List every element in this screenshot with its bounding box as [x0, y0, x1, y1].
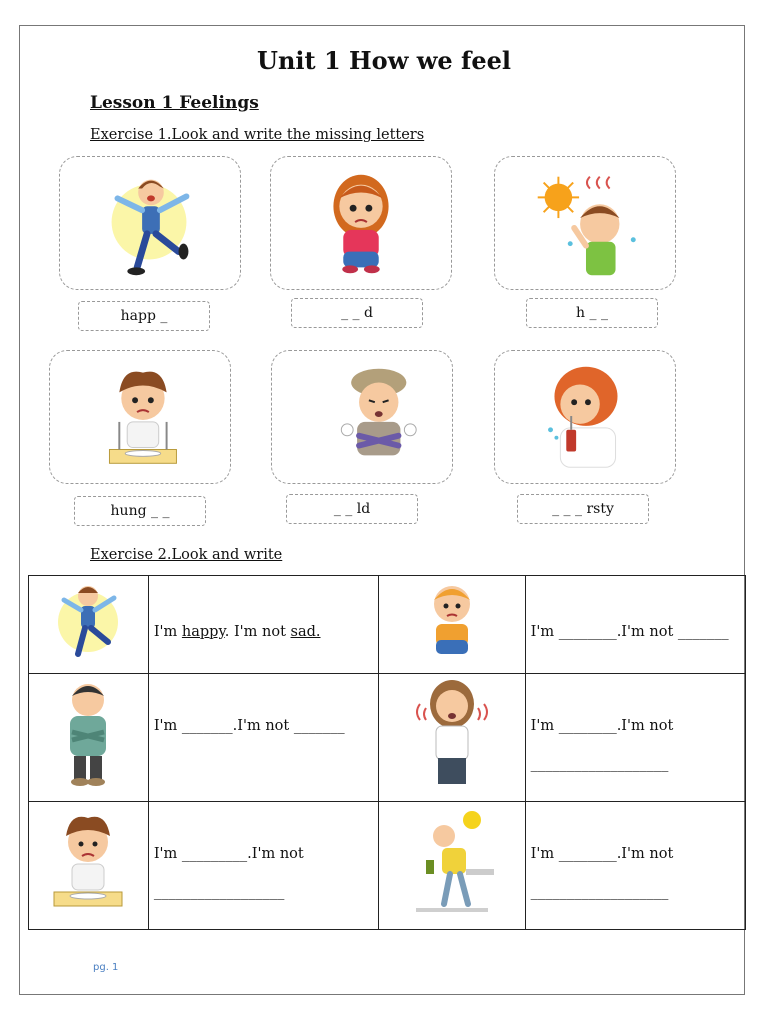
sentence-text: . I'm not: [224, 624, 291, 640]
answer-line: ___________________: [530, 756, 669, 772]
thirsty-girl-icon: [495, 351, 675, 483]
label-thirsty[interactable]: _ _ _ rsty: [517, 494, 649, 524]
hungry-boy-icon: [38, 802, 138, 926]
table-row: [29, 802, 746, 930]
hungry-boy-icon: [50, 351, 230, 483]
card-cold: [271, 350, 453, 484]
image-cell: [379, 802, 526, 930]
sentence-text: I'm _______.I'm not _______: [153, 718, 345, 734]
hot-woman-icon: [402, 674, 502, 798]
exercise2-table: [28, 575, 746, 930]
answer-cell[interactable]: [148, 674, 378, 802]
image-cell: [29, 576, 149, 674]
cold-boy-icon: [38, 674, 138, 798]
sentence-text: I'm ________.I'm not: [530, 718, 674, 734]
page-title: Unit 1 How we feel: [257, 46, 511, 75]
sentence-text: I'm ________.I'm not: [530, 846, 674, 862]
answer-cell[interactable]: [525, 802, 745, 930]
card-hot: [494, 156, 676, 290]
image-cell: [379, 576, 526, 674]
sentence-text: I'm ________.I'm not _______: [530, 624, 729, 640]
card-sad: [270, 156, 452, 290]
answer-cell[interactable]: [148, 576, 378, 674]
table-row: [29, 576, 746, 674]
answer-cell[interactable]: [148, 802, 378, 930]
sentence-text: I'm: [153, 624, 182, 640]
sad-girl-icon: [271, 157, 451, 289]
image-cell: [29, 674, 149, 802]
card-thirsty: [494, 350, 676, 484]
cold-man-icon: [272, 351, 452, 483]
label-cold[interactable]: _ _ ld: [286, 494, 418, 524]
label-hot[interactable]: h _ _: [526, 298, 658, 328]
answer-line: __________________: [153, 884, 285, 900]
answer-word: happy: [181, 624, 225, 640]
exercise1-heading: Exercise 1.Look and write the missing letters: [90, 127, 425, 143]
answer-line: ___________________: [530, 884, 669, 900]
happy-boy-icon: [38, 576, 138, 668]
exercise2-heading: Exercise 2.Look and write: [90, 547, 283, 563]
happy-boy-icon: [60, 157, 240, 289]
label-sad[interactable]: _ _ d: [291, 298, 423, 328]
image-cell: [379, 674, 526, 802]
label-happy[interactable]: happ _: [78, 301, 210, 331]
card-happy: [59, 156, 241, 290]
image-cell: [29, 802, 149, 930]
table-row: [29, 674, 746, 802]
answer-cell[interactable]: [525, 674, 745, 802]
card-hungry: [49, 350, 231, 484]
sad-boy-icon: [402, 576, 502, 668]
label-hungry[interactable]: hung _ _: [74, 496, 206, 526]
thirsty-man-icon: [402, 802, 502, 926]
answer-cell[interactable]: [525, 576, 745, 674]
page-number: pg. 1: [93, 962, 119, 973]
answer-word: sad.: [290, 624, 321, 640]
sentence-text: I'm _________.I'm not: [153, 846, 304, 862]
hot-boy-icon: [495, 157, 675, 289]
lesson-heading: Lesson 1 Feelings: [90, 93, 259, 113]
